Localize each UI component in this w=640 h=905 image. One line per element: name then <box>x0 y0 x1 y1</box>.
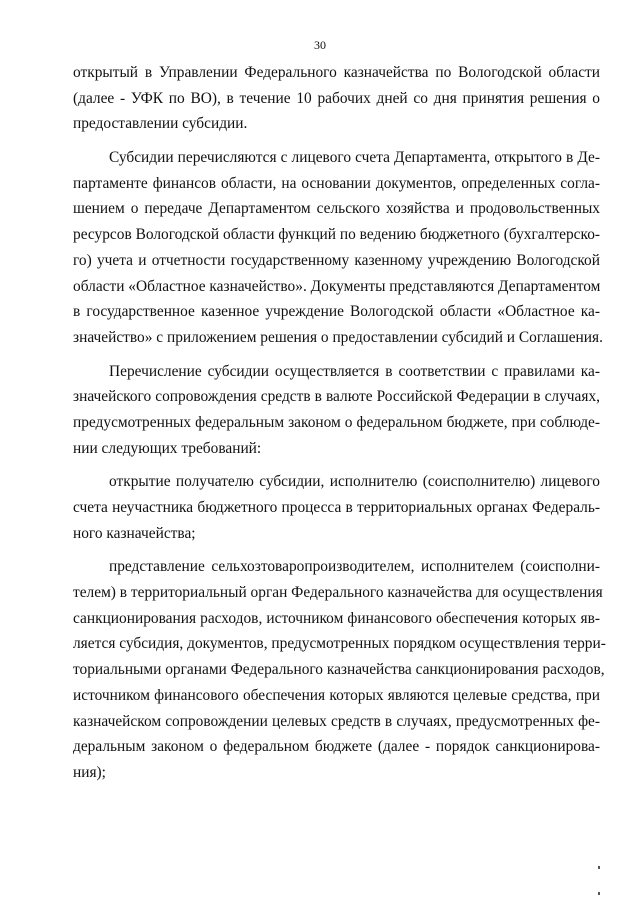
text-line: ного казначейства; <box>73 524 196 542</box>
text-line: в государственное казенное учреждение Вологодской области «Областное ка- <box>73 303 600 321</box>
document-body <box>73 60 606 786</box>
text-line: значейского сопровождения средств в валюте Российской Федерации в случаях, <box>73 388 600 406</box>
page-number: 30 <box>314 38 326 52</box>
text-line: телем) в территориальный орган Федерального казначейства для осуществления <box>73 584 603 602</box>
text-line: Перечисление субсидии осуществляется в соответствии с правилами ка- <box>109 362 600 380</box>
scan-speck <box>598 866 600 869</box>
scan-speck <box>598 892 600 895</box>
text-line: ния); <box>73 763 106 781</box>
text-line: предоставлении субсидии. <box>73 115 248 133</box>
text-line: (далее - УФК по ВО), в течение 10 рабочих дней со дня принятия решения о <box>73 89 600 107</box>
paragraph-subsidy-transfer <box>73 145 603 351</box>
text-line: нии следующих требований: <box>73 439 262 457</box>
text-line: партаменте финансов области, на основании документов, определенных согла- <box>73 174 600 192</box>
text-line: казначейском сопровождении целевых средств в случаях, предусмотренных фе- <box>73 712 600 730</box>
text-line: значейство» с приложением решения о предоставлении субсидий и Соглашения. <box>73 328 603 346</box>
paragraph-treasury-support <box>73 359 600 462</box>
text-line: шением о передаче Департаментом сельского хозяйства и продовольственных <box>73 200 600 218</box>
text-line: Субсидии перечисляются с лицевого счета Департамента, открытого в Де- <box>109 149 600 167</box>
text-line: го) учета и отчетности государственному казенному учреждению Вологодской <box>73 251 600 269</box>
paragraph-requirement-documents <box>73 554 606 785</box>
text-line: санкционирования расходов, источником финансового обеспечения которых яв- <box>73 609 600 627</box>
text-line: предусмотренных федеральным законом о федеральном бюджете, при соблюде- <box>73 413 600 431</box>
text-line: источником финансового обеспечения которых являются целевые средства, при <box>73 686 600 704</box>
text-line: ресурсов Вологодской области функций по ведению бюджетного (бухгалтерско- <box>73 226 601 244</box>
text-line: открытый в Управлении Федерального казначейства по Вологодской области <box>73 64 600 81</box>
text-line: ляется субсидия, документов, предусмотренных порядком осуществления терри- <box>73 635 606 653</box>
text-line: области «Областное казначейство». Документы представляются Департаментом <box>73 277 601 295</box>
text-line: ториальными органами Федерального казначейства санкционирования расходов, <box>73 661 605 679</box>
text-line: деральным законом о федеральном бюджете (далее - порядок санкционирова- <box>73 738 600 756</box>
text-line: представление сельхозтоваропроизводителем, исполнителем (соисполни- <box>109 558 600 576</box>
paragraph-continuation <box>73 60 600 137</box>
paragraph-requirement-account <box>73 469 600 546</box>
text-line: счета неучастника бюджетного процесса в территориальных органах Федераль- <box>73 499 600 516</box>
text-line: открытие получателю субсидии, исполнителю (соисполнителю) лицевого <box>109 473 600 491</box>
